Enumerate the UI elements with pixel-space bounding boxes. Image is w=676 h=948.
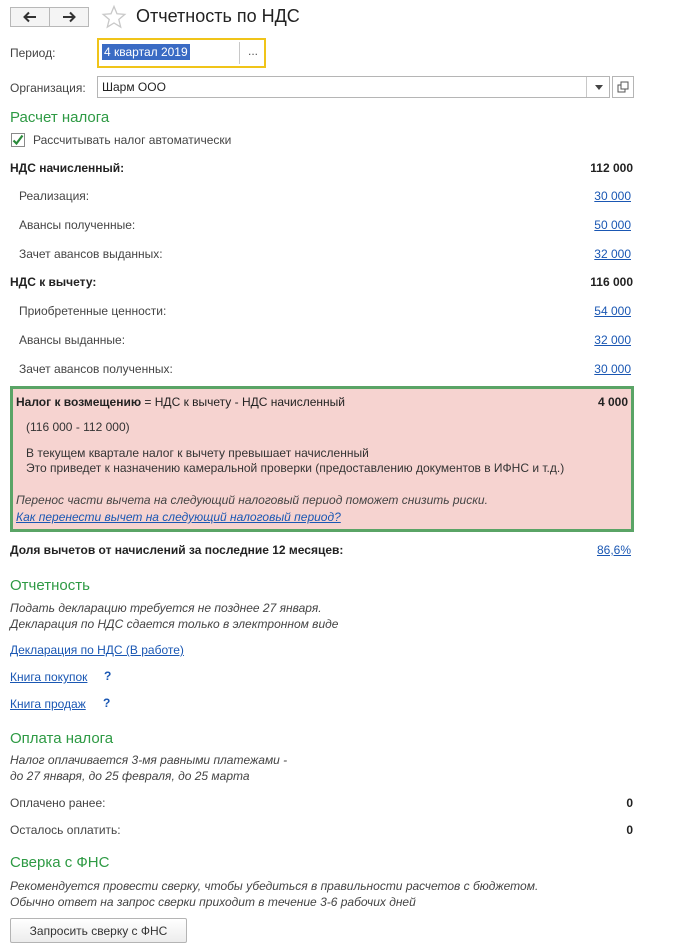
advances-received-label: Авансы полученные:	[19, 218, 136, 232]
page-title: Отчетность по НДС	[136, 6, 300, 26]
purchase-book-help-icon[interactable]: ?	[104, 669, 112, 683]
paid-earlier-value: 0	[626, 796, 633, 810]
advances-received-offset-label: Зачет авансов полученных:	[19, 362, 173, 376]
vat-deductible-label: НДС к вычету:	[10, 275, 97, 289]
deduction-share-value-link[interactable]: 86,6%	[596, 543, 631, 557]
deduction-share-label: Доля вычетов от начислений за последние 12 месяцев:	[10, 543, 344, 557]
chevron-down-icon	[595, 85, 603, 90]
auto-calc-label: Рассчитывать налог автоматически	[33, 133, 232, 147]
reporting-note-line-1: Подать декларацию требуется не позднее 27 января.	[10, 601, 322, 615]
refund-formula-title	[16, 395, 345, 409]
vat-accrued-value: 112 000	[590, 161, 633, 175]
organization-input[interactable]: Шарм ООО	[102, 80, 166, 94]
star-outline-icon	[101, 4, 127, 30]
refund-formula-numbers: (116 000 - 112 000)	[26, 420, 130, 434]
refund-hint: Перенос части вычета на следующий налоговый период поможет снизить риски.	[16, 493, 488, 507]
remaining-label: Осталось оплатить:	[10, 823, 121, 837]
section-title-calculation: Расчет налога	[10, 109, 110, 126]
payment-note-line-2: до 27 января, до 25 февраля, до 25 марта	[10, 769, 250, 783]
section-title-reporting: Отчетность	[10, 577, 90, 594]
purchased-values-value-link[interactable]: 54 000	[594, 304, 631, 318]
sales-book-help-icon[interactable]: ?	[103, 696, 111, 710]
organization-open-button[interactable]	[612, 76, 634, 98]
reconciliation-note-line-2: Обычно ответ на запрос сверки приходит в течение 3-6 рабочих дней	[10, 895, 416, 909]
forward-button[interactable]	[49, 7, 89, 27]
period-label: Период:	[10, 46, 56, 60]
favorite-button[interactable]	[101, 4, 127, 30]
checkmark-icon	[10, 132, 26, 148]
purchase-book-link[interactable]: Книга покупок	[10, 670, 88, 684]
advances-issued-offset-value-link[interactable]: 32 000	[594, 247, 631, 261]
refund-title-bold: Налог к возмещению	[16, 395, 142, 409]
advances-issued-label: Авансы выданные:	[19, 333, 126, 347]
purchased-values-label: Приобретенные ценности:	[19, 304, 167, 318]
period-input[interactable]: 4 квартал 2019	[104, 45, 188, 59]
section-title-reconciliation: Сверка с ФНС	[10, 854, 110, 871]
period-divider	[239, 42, 240, 64]
vat-declaration-link[interactable]: Декларация по НДС (В работе)	[10, 643, 184, 657]
vat-deductible-value: 116 000	[590, 275, 633, 289]
refund-note-line-1: В текущем квартале налог к вычету превышает начисленный	[26, 446, 369, 460]
refund-title-rest: = НДС к вычету - НДС начисленный	[141, 395, 346, 409]
open-window-icon	[617, 81, 629, 93]
organization-label: Организация:	[10, 81, 86, 95]
advances-issued-offset-label: Зачет авансов выданных:	[19, 247, 163, 261]
advances-received-offset-value-link[interactable]: 30 000	[594, 362, 631, 376]
advances-issued-value-link[interactable]: 32 000	[594, 333, 631, 347]
refund-alert-panel	[10, 386, 634, 532]
remaining-value: 0	[626, 823, 633, 837]
organization-field[interactable]	[97, 76, 610, 98]
advances-received-value-link[interactable]: 50 000	[594, 218, 631, 232]
period-field[interactable]	[97, 38, 266, 68]
organization-divider	[586, 77, 587, 97]
vat-accrued-label: НДС начисленный:	[10, 161, 125, 175]
sales-value-link[interactable]: 30 000	[594, 189, 631, 203]
paid-earlier-label: Оплачено ранее:	[10, 796, 106, 810]
transfer-deduction-link[interactable]: Как перенести вычет на следующий налоговый период?	[16, 510, 341, 524]
auto-calc-checkbox[interactable]	[10, 132, 26, 148]
period-select-button[interactable]: ...	[247, 44, 258, 58]
reconciliation-note-line-1: Рекомендуется провести сверку, чтобы убедиться в правильности расчетов с бюджетом.	[10, 879, 539, 893]
refund-value: 4 000	[597, 395, 628, 409]
arrow-left-icon	[23, 11, 37, 23]
arrow-right-icon	[62, 11, 76, 23]
request-reconciliation-button[interactable]	[10, 918, 187, 943]
request-reconciliation-label: Запросить сверку с ФНС	[29, 923, 168, 938]
organization-dropdown-button[interactable]	[589, 77, 609, 97]
payment-note-line-1: Налог оплачивается 3-мя равными платежами -	[10, 753, 288, 767]
refund-note-line-2: Это приведет к назначению камеральной проверки (предоставлению документов в ИФНС и т.д.)	[26, 461, 565, 475]
back-button[interactable]	[10, 7, 50, 27]
reporting-note-line-2: Декларация по НДС сдается только в электронном виде	[10, 617, 339, 631]
section-title-payment: Оплата налога	[10, 730, 114, 747]
sales-book-link[interactable]: Книга продаж	[10, 697, 86, 711]
sales-label: Реализация:	[19, 189, 90, 203]
